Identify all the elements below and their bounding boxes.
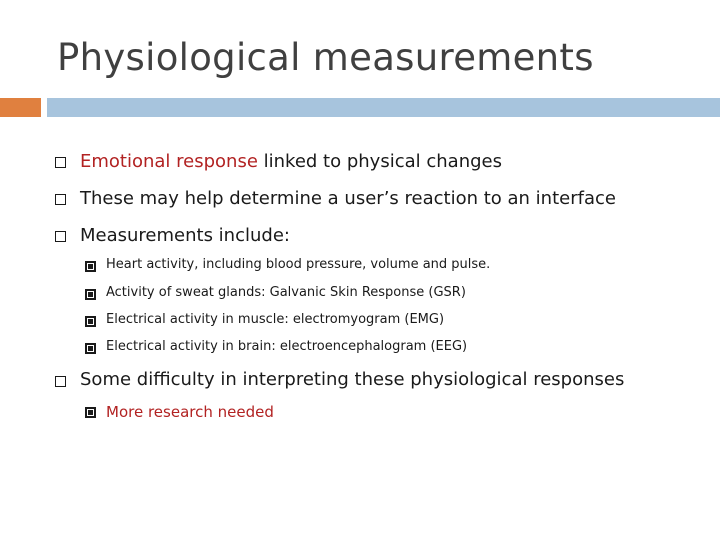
bullet-emotional-response bbox=[80, 151, 502, 172]
sub-bullet-emg: Electrical activity in muscle: electromyogram (EMG) bbox=[106, 312, 445, 327]
bullet-measurements-include: Measurements include: bbox=[80, 225, 290, 246]
bullet-some-difficulty: Some difficulty in interpreting these physiological responses bbox=[80, 369, 625, 390]
highlight-text: Emotional response bbox=[80, 151, 258, 172]
title-underline-bar bbox=[47, 98, 720, 117]
slide-title: Physiological measurements bbox=[57, 36, 594, 79]
sub-bullet-heart-activity: Heart activity, including blood pressure, volume and pulse. bbox=[106, 257, 491, 272]
sub-bullet-more-research: More research needed bbox=[106, 403, 274, 421]
filled-square-bullet-icon bbox=[85, 343, 96, 354]
bullet-user-reaction: These may help determine a user’s reaction to an interface bbox=[80, 188, 616, 209]
filled-square-bullet-icon bbox=[85, 316, 96, 327]
square-bullet-icon bbox=[55, 231, 66, 242]
bullet-text: linked to physical changes bbox=[257, 151, 502, 172]
square-bullet-icon bbox=[55, 157, 66, 168]
filled-square-bullet-icon bbox=[85, 261, 96, 272]
square-bullet-icon bbox=[55, 376, 66, 387]
title-accent-bar bbox=[0, 98, 41, 117]
square-bullet-icon bbox=[55, 194, 66, 205]
sub-bullet-eeg: Electrical activity in brain: electroencephalogram (EEG) bbox=[106, 339, 468, 354]
sub-bullet-gsr: Activity of sweat glands: Galvanic Skin Response (GSR) bbox=[106, 285, 466, 300]
filled-square-bullet-icon bbox=[85, 289, 96, 300]
filled-square-bullet-icon bbox=[85, 407, 96, 418]
